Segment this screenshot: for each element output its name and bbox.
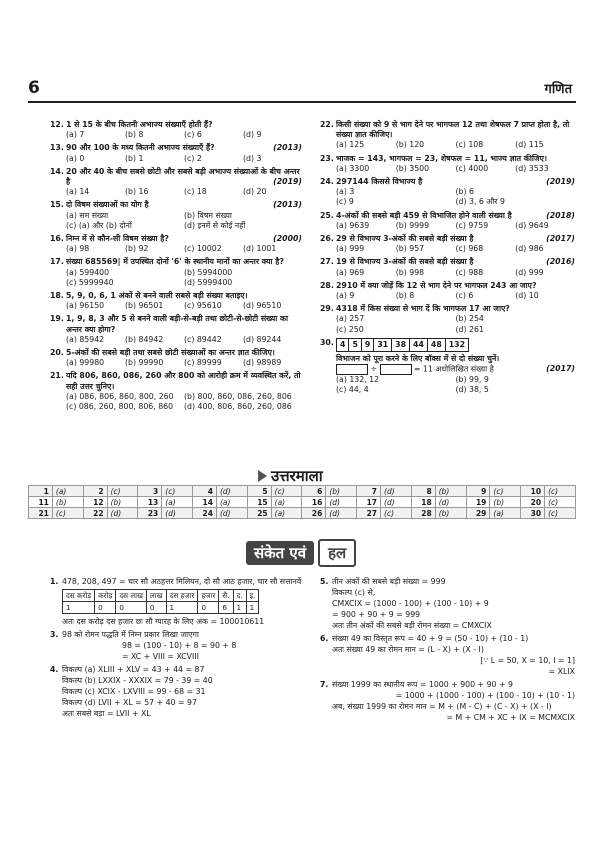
option: (a) 125 — [336, 140, 365, 150]
hint-line: अब, संख्या 1999 का रोमन मान = M + (M - C) + (C - X) + (X - I) — [332, 702, 552, 711]
question-23 — [320, 154, 575, 174]
option: (a) 96150 — [66, 301, 105, 311]
option: (d) 96510 — [243, 301, 282, 311]
option: (d) 115 — [515, 140, 544, 150]
hint-line: विकल्प (c) XCIX - LXVIII = 99 - 68 = 31 — [62, 687, 206, 696]
option: (b) 254 — [455, 314, 484, 324]
hint-line: संख्या 1999 का स्थानीय रूप = 1000 + 900 + 90 + 9 — [332, 680, 513, 689]
option: (c) 2 — [184, 153, 202, 163]
box-number: 31 — [374, 339, 392, 351]
option: (c) 9 — [336, 197, 354, 207]
options — [336, 187, 575, 207]
division-equation: ÷ = 11 अधोलिखित संख्या है (2017) — [336, 364, 575, 375]
place-value-table — [62, 589, 259, 614]
hints-title-alt: हल — [318, 539, 356, 567]
option: (b) 800, 860, 086, 260, 806 — [184, 391, 292, 401]
answer-number: 19 — [466, 497, 490, 508]
answer-option: (c) — [545, 497, 576, 508]
question-text: 297144 किससे विभाज्य है (2019) — [336, 177, 575, 187]
question-number: 28. — [320, 280, 334, 290]
option: (d) 38, 5 — [455, 385, 489, 395]
options — [66, 187, 302, 197]
question-21 — [50, 371, 302, 412]
place-header: दस लाख — [116, 590, 147, 602]
hint-line: विकल्प (c) से, — [332, 588, 376, 597]
year-tag: (2019) — [546, 177, 575, 187]
question-12 — [50, 120, 302, 140]
option: (a) 0 — [66, 153, 85, 163]
answer-key-table — [28, 485, 576, 519]
question-text: संख्या 685569| में उपस्थित दोनों '6' के स्थानीय मानों का अन्तर क्या है? — [66, 257, 284, 267]
options — [336, 375, 575, 395]
answer-option: (d) — [162, 508, 193, 519]
option: (a) 257 — [336, 314, 365, 324]
option: (d) 999 — [515, 267, 544, 277]
hint-line: विकल्प (b) LXXIX - XXXIX = 79 - 39 = 40 — [62, 676, 213, 685]
page-header — [28, 78, 576, 100]
option: (a) 999 — [336, 244, 365, 254]
answer-number: 22 — [83, 508, 107, 519]
question-29 — [320, 304, 575, 335]
place-header: लाख — [146, 590, 166, 602]
question-16 — [50, 234, 302, 254]
answer-option: (b) — [52, 497, 83, 508]
hint-line: = XLIX — [548, 667, 575, 676]
option: (c) 6 — [184, 130, 202, 140]
question-number: 29. — [320, 304, 334, 314]
question-28 — [320, 281, 575, 301]
question-number: 18. — [50, 291, 64, 301]
question-text: भाजक = 143, भागफल = 23, शेषफल = 11, भाज्य ज्ञात कीजिए। — [336, 153, 547, 163]
hint-line: अतः संख्या 49 का रोमन मान = (L - X) + (X - I) — [332, 645, 484, 654]
option: (b) विषम संख्या — [184, 210, 232, 220]
question-number: 19. — [50, 314, 64, 324]
option: (c) (a) और (b) दोनों — [66, 220, 132, 230]
options — [336, 314, 575, 334]
answer-option: (d) — [381, 497, 412, 508]
box-number: 132 — [448, 339, 466, 349]
question-text: 90 और 100 के मध्य कितनी अभाज्य संख्याएँ हैं? (2013) — [66, 143, 302, 153]
question-text: किसी संख्या को 9 से भाग देने पर भागफल 12 तथा शेषफल 7 प्राप्त होता है, तो संख्या ज्ञात कीजिए। — [336, 120, 570, 140]
question-number: 27. — [320, 257, 334, 267]
question-number: 20. — [50, 348, 64, 358]
option: (c) 89442 — [184, 334, 222, 344]
option: (c) 18 — [184, 187, 207, 197]
option: (b) 120 — [395, 140, 425, 150]
question-24 — [320, 177, 575, 208]
question-number: 13. — [50, 143, 64, 153]
hint-line: अतः तीन अंकों की सबसे बड़ी रोमन संख्या = CMXCIX — [332, 621, 492, 630]
question-18 — [50, 291, 302, 311]
answer-number: 3 — [138, 486, 162, 497]
question-30 — [320, 338, 575, 396]
option: (b) 8 — [125, 130, 144, 140]
option: (b) 3500 — [395, 163, 430, 173]
place-digit: 1 — [63, 602, 95, 614]
hint-1: 1. 478, 208, 497 = चार सौ अठहत्तर मिलियन, दो सौ आठ हजार, चार सौ सत्तानवें दस करोड़ करोड़ दस लाख लाख दस हजार हजार सै. द. इ. 1 0 0 0 1 0 6 1 1 अतः दस करोड़ दस हजार छः सौ ग्यारह के लिए अंक = 100010611 — [50, 577, 302, 626]
box-number: 48 — [428, 339, 446, 351]
box-number: 4 — [337, 339, 349, 351]
question-25 — [320, 211, 575, 231]
hints-left-column — [50, 576, 305, 721]
hint-7 — [320, 679, 575, 723]
answer-number: 25 — [247, 508, 271, 519]
answer-number: 26 — [302, 508, 326, 519]
options — [66, 392, 302, 412]
answer-option: (d) — [107, 508, 138, 519]
option: (a) 99980 — [66, 358, 105, 368]
options — [66, 211, 302, 231]
option: (d) 3, 6 और 9 — [455, 197, 505, 207]
place-header: सै. — [219, 590, 233, 602]
header-rule — [28, 101, 576, 103]
answer-number: 21 — [29, 508, 53, 519]
question-text: 5-अंकों की सबसे बड़ी तथा सबसे छोटी संख्याओं का अन्तर ज्ञात कीजिए। — [66, 348, 275, 358]
answer-number: 14 — [193, 497, 217, 508]
question-number: 12. — [50, 120, 64, 129]
year-tag: (2000) — [273, 234, 302, 244]
place-digit: 1 — [233, 602, 246, 614]
place-header: दस हजार — [166, 590, 198, 602]
page-number: 6 — [28, 78, 40, 98]
answer-option: (b) — [490, 497, 521, 508]
question-number: 23. — [320, 153, 334, 163]
answer-option: (c) — [545, 508, 576, 519]
answer-option: (d) — [326, 508, 357, 519]
question-text: यदि 806, 860, 086, 260 और 800 को आरोही क्रम में व्यवस्थित करें, तो सही उत्तर चुनिए। — [66, 371, 301, 391]
question-text: 19 से विभाज्य 3-अंकों की सबसे बड़ी संख्या है (2016) — [336, 257, 575, 267]
option: (b) 99, 9 — [455, 375, 489, 385]
option: (d) 3533 — [515, 163, 549, 173]
option: (a) 086, 806, 860, 800, 260 — [66, 391, 174, 401]
blank-box — [336, 364, 368, 375]
answer-option: (c) — [545, 486, 576, 497]
option: (d) इनमें से कोई नहीं — [184, 220, 246, 230]
option: (b) 16 — [125, 187, 149, 197]
hints-banner — [246, 540, 356, 566]
option: (b) 92 — [125, 244, 149, 254]
option: (c) 086, 260, 800, 806, 860 — [66, 402, 174, 412]
answer-option: (c) — [271, 486, 302, 497]
hint-6 — [320, 633, 575, 677]
option: (a) 9 — [336, 291, 355, 301]
questions-left-column — [50, 120, 302, 415]
place-value-header-row — [63, 590, 259, 602]
option: (d) 1001 — [243, 244, 277, 254]
questions-right-column — [320, 120, 575, 399]
year-tag: (2019) — [273, 177, 302, 187]
answer-option: (c) — [107, 486, 138, 497]
option: (c) 10002 — [184, 244, 222, 254]
question-number: 16. — [50, 234, 64, 244]
answer-number: 15 — [247, 497, 271, 508]
place-header: करोड़ — [95, 590, 116, 602]
hint-line: = M + CM + XC + IX = MCMXCIX — [446, 713, 575, 722]
answer-number: 6 — [302, 486, 326, 497]
option: (c) 44, 4 — [336, 385, 369, 395]
answer-number: 7 — [357, 486, 381, 497]
question-13 — [50, 143, 302, 163]
option: (c) 250 — [336, 324, 364, 334]
answer-row — [29, 497, 576, 508]
answer-option: (c) — [162, 486, 193, 497]
place-digit: 0 — [198, 602, 219, 614]
hint-number: 5. — [320, 577, 329, 586]
place-header: इ. — [246, 590, 259, 602]
option: (b) 1 — [125, 153, 144, 163]
blank-box — [380, 364, 412, 375]
question-number: 15. — [50, 200, 64, 210]
answer-number: 2 — [83, 486, 107, 497]
answer-option: (a) — [490, 508, 521, 519]
hint-line: अतः सबसे बड़ा = LVII + XL — [62, 709, 151, 718]
question-text: दो विषम संख्याओं का योग है (2013) — [66, 200, 302, 210]
answer-number: 18 — [411, 497, 435, 508]
year-tag: (2013) — [273, 143, 302, 153]
answer-option: (c) — [490, 486, 521, 497]
hint-4 — [50, 664, 305, 719]
option: (c) 5999940 — [66, 277, 114, 287]
question-number: 30. — [320, 337, 334, 347]
options — [66, 358, 302, 368]
option: (a) 9639 — [336, 220, 370, 230]
hint-line: CMXCIX = (1000 - 100) + (100 - 10) + 9 — [332, 599, 489, 608]
answer-option: (d) — [216, 486, 247, 497]
place-digit: 1 — [166, 602, 198, 614]
answer-option: (a) — [271, 497, 302, 508]
place-digit: 0 — [116, 602, 147, 614]
question-text: 29 से विभाज्य 3-अंकों की सबसे बड़ी संख्या है (2017) — [336, 234, 575, 244]
option: (b) 998 — [395, 267, 425, 277]
option: (d) 98989 — [243, 358, 282, 368]
answer-option: (d) — [435, 497, 466, 508]
answer-number: 24 — [193, 508, 217, 519]
hint-line: संख्या 49 का विस्तृत रूप = 40 + 9 = (50 - 10) + (10 - 1) — [332, 634, 529, 643]
option: (a) सम संख्या — [66, 210, 109, 220]
question-number: 21. — [50, 371, 64, 381]
question-26 — [320, 234, 575, 254]
option: (d) 89244 — [243, 334, 282, 344]
options — [66, 154, 302, 164]
option: (d) 5999400 — [184, 277, 233, 287]
question-text: निम्न में से कौन-सी विषम संख्या है? (2000) — [66, 234, 302, 244]
options — [336, 164, 575, 174]
option: (b) 84942 — [125, 334, 164, 344]
hint-number: 4. — [50, 665, 59, 674]
hint-3: 3. 98 को रोमन पद्धति में निम्न प्रकार लिखा जाएगा 98 = (100 - 10) + 8 = 90 + 8 = XC + VIII = XCVIII — [50, 630, 237, 661]
place-digit: 0 — [95, 602, 116, 614]
question-text: 5, 9, 0, 6, 1 अंकों से बनने वाली सबसे बड़ी संख्या बताइए। — [66, 291, 248, 301]
option: (d) 400, 806, 860, 260, 086 — [184, 402, 292, 412]
option: (b) 6 — [455, 187, 474, 197]
question-number: 26. — [320, 234, 334, 244]
answer-number: 16 — [302, 497, 326, 508]
option: (a) 98 — [66, 244, 90, 254]
answer-number: 8 — [411, 486, 435, 497]
place-digit: 1 — [246, 602, 259, 614]
hints-title: संकेत एवं — [246, 541, 314, 565]
options — [66, 301, 302, 311]
option: (b) 5994000 — [184, 267, 233, 277]
answer-option: (d) — [216, 508, 247, 519]
option: (a) 599400 — [66, 267, 110, 277]
answer-number: 27 — [357, 508, 381, 519]
hint-number: 6. — [320, 634, 329, 643]
question-19 — [50, 314, 302, 345]
answer-number: 11 — [29, 497, 53, 508]
answer-option: (a) — [52, 486, 83, 497]
year-tag: (2017) — [546, 364, 575, 374]
answer-option: (b) — [435, 508, 466, 519]
place-header: दस करोड़ — [63, 590, 95, 602]
hint-line: [∵ L = 50, X = 10, I = 1] — [480, 656, 575, 665]
option: (a) 969 — [336, 267, 365, 277]
option: (c) 968 — [455, 244, 484, 254]
answer-option: (c) — [381, 508, 412, 519]
answer-option: (b) — [107, 497, 138, 508]
option: (a) 14 — [66, 187, 90, 197]
place-digit: 6 — [219, 602, 233, 614]
answer-key-title: उत्तरमाला — [258, 466, 323, 486]
box-number: 5 — [349, 339, 361, 351]
options — [66, 268, 302, 288]
place-header: द. — [233, 590, 246, 602]
options — [66, 335, 302, 345]
options — [66, 244, 302, 254]
option: (d) 3 — [243, 153, 262, 163]
option: (a) 3 — [336, 187, 355, 197]
option: (d) 986 — [515, 244, 544, 254]
option: (a) 3300 — [336, 163, 370, 173]
box-number: 9 — [362, 339, 374, 351]
question-text: विभाजन को पूरा करने के लिए बॉक्स में से दो संख्या चुनें। — [336, 354, 500, 364]
option: (b) 957 — [395, 244, 425, 254]
triangle-icon — [258, 470, 267, 482]
hint-line: विकल्प (d) LVII + XL = 57 + 40 = 97 — [62, 698, 197, 707]
question-20 — [50, 348, 302, 368]
option: (c) 988 — [455, 267, 484, 277]
option: (d) 9649 — [515, 220, 549, 230]
year-tag: (2016) — [546, 257, 575, 267]
answer-option: (d) — [326, 497, 357, 508]
options — [336, 291, 575, 301]
question-number: 17. — [50, 257, 64, 267]
place-value-digit-row — [63, 602, 259, 614]
option: (c) 95610 — [184, 301, 222, 311]
year-tag: (2013) — [273, 200, 302, 210]
answer-number: 9 — [466, 486, 490, 497]
answer-option: (a) — [271, 508, 302, 519]
option: (c) 6 — [455, 291, 474, 301]
options — [66, 130, 302, 140]
question-text: 1, 9, 8, 3 और 5 से बनने वाली बड़ी-से-बड़ी तथा छोटी-से-छोटी संख्या का अन्तर क्या होगा? — [66, 314, 288, 334]
options — [336, 268, 575, 278]
option: (d) 10 — [515, 291, 539, 301]
option: (c) 89999 — [184, 358, 222, 368]
option: (c) 9759 — [455, 220, 489, 230]
answer-number: 13 — [138, 497, 162, 508]
answer-option: (c) — [52, 508, 83, 519]
question-15 — [50, 200, 302, 231]
box-number: 44 — [410, 339, 428, 351]
number-box — [336, 338, 469, 352]
answer-row — [29, 486, 576, 497]
options — [336, 140, 575, 150]
option: (b) 99990 — [125, 358, 164, 368]
answer-number: 28 — [411, 508, 435, 519]
answer-option: (d) — [381, 486, 412, 497]
option: (b) 96501 — [125, 301, 164, 311]
question-number: 14. — [50, 166, 64, 176]
question-number: 22. — [320, 120, 334, 129]
hint-line: तीन अंकों की सबसे बड़ी संख्या = 999 — [332, 577, 446, 586]
question-text: 1 से 15 के बीच कितनी अभाज्य संख्याएँ होती हैं? — [66, 120, 213, 129]
option: (b) 9999 — [395, 220, 430, 230]
question-text: 4-अंकों की सबसे बड़ी 459 से विभाजित होने वाली संख्या है (2018) — [336, 210, 575, 220]
hint-5 — [320, 576, 575, 631]
question-27 — [320, 257, 575, 277]
year-tag: (2017) — [546, 234, 575, 244]
option: (c) 4000 — [455, 163, 489, 173]
hint-line: = 1000 + (1000 - 100) + (100 - 10) + (10 - 1) — [395, 691, 575, 700]
option: (d) 261 — [455, 324, 484, 334]
answer-number: 23 — [138, 508, 162, 519]
answer-row — [29, 508, 576, 519]
answer-number: 10 — [521, 486, 545, 497]
box-number: 38 — [392, 339, 410, 351]
hint-number: 7. — [320, 680, 329, 689]
question-number: 24. — [320, 177, 334, 187]
option: (a) 85942 — [66, 334, 105, 344]
subject-title: गणित — [544, 82, 572, 97]
answer-number: 12 — [83, 497, 107, 508]
answer-number: 17 — [357, 497, 381, 508]
option: (d) 20 — [243, 187, 267, 197]
hint-line: विकल्प (a) XLIII + XLV = 43 + 44 = 87 — [62, 665, 205, 674]
question-17 — [50, 257, 302, 288]
options — [336, 244, 575, 254]
answer-number: 20 — [521, 497, 545, 508]
question-text: 2910 में क्या जोड़ें कि 12 से भाग देने पर भागफल 243 आ जाए? — [336, 280, 537, 290]
answer-number: 29 — [466, 508, 490, 519]
option: (a) 132, 12 — [336, 375, 380, 385]
question-number: 25. — [320, 210, 334, 220]
option: (b) 8 — [395, 291, 415, 301]
answer-option: (b) — [326, 486, 357, 497]
question-14 — [50, 167, 302, 198]
option: (a) 7 — [66, 130, 85, 140]
option: (c) 108 — [455, 140, 484, 150]
option: (d) 9 — [243, 130, 262, 140]
hints-right-column — [320, 576, 575, 725]
options — [336, 221, 575, 231]
answer-option: (a) — [216, 497, 247, 508]
place-digit: 0 — [146, 602, 166, 614]
question-text: 4318 में किस संख्या से भाग दें कि भागफल 17 आ जाए? — [336, 304, 510, 314]
answer-number: 5 — [247, 486, 271, 497]
answer-number: 30 — [521, 508, 545, 519]
question-22 — [320, 120, 575, 151]
question-text: 20 और 40 के बीच सबसे छोटी और सबसे बड़ी अभाज्य संख्याओं के बीच अन्तर है (2019) — [66, 166, 302, 187]
place-header: हजार — [198, 590, 219, 602]
answer-number: 1 — [29, 486, 53, 497]
year-tag: (2018) — [546, 210, 575, 220]
answer-option: (b) — [435, 486, 466, 497]
answer-number: 4 — [193, 486, 217, 497]
hint-line: = 900 + 90 + 9 = 999 — [332, 610, 421, 619]
answer-option: (a) — [162, 497, 193, 508]
